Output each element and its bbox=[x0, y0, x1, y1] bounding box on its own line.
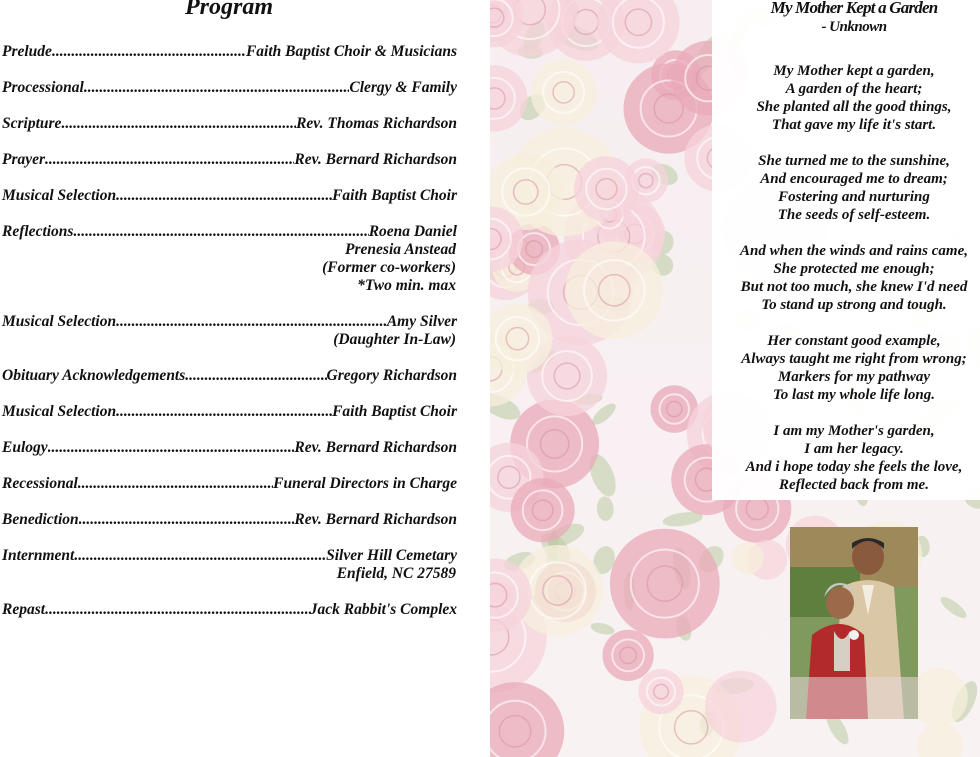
program-item-label: Scripture bbox=[2, 115, 62, 132]
program-item-value: Faith Baptist Choir & Musicians bbox=[245, 43, 457, 60]
program-line bbox=[2, 601, 457, 619]
dot-leader bbox=[52, 43, 246, 61]
program-item-label: Benediction bbox=[2, 511, 79, 528]
poem-line: To stand up strong and tough. bbox=[761, 297, 947, 313]
program-item bbox=[2, 151, 457, 169]
rose-shape bbox=[574, 156, 639, 221]
rose-shape bbox=[705, 671, 777, 743]
program-line bbox=[2, 151, 457, 169]
couple-photo-image bbox=[790, 527, 918, 719]
program-item bbox=[2, 403, 457, 421]
program-line bbox=[2, 43, 457, 61]
rose-shape bbox=[565, 241, 663, 339]
program-list bbox=[2, 43, 457, 637]
dot-leader bbox=[116, 313, 387, 331]
program-item-label: Processional bbox=[2, 79, 84, 96]
program-item bbox=[2, 223, 457, 295]
poem-line: Reflected back from me. bbox=[779, 477, 929, 493]
leaf-shape bbox=[596, 496, 614, 521]
dot-leader bbox=[79, 511, 295, 529]
program-title: Program bbox=[184, 0, 273, 20]
leaf-shape bbox=[589, 621, 616, 637]
poem-line: Her constant good example, bbox=[767, 333, 941, 349]
program-line bbox=[2, 79, 457, 97]
program-item-label: Reflections bbox=[2, 223, 74, 240]
dot-leader bbox=[48, 439, 295, 457]
program-item bbox=[2, 511, 457, 529]
program-item-subline: Prenesia Anstead bbox=[345, 241, 456, 258]
dot-leader bbox=[45, 601, 310, 619]
program-line bbox=[2, 439, 457, 457]
program-item bbox=[2, 475, 457, 493]
rose-shape bbox=[910, 668, 968, 726]
program-item-label: Recessional bbox=[2, 475, 78, 492]
dot-leader bbox=[116, 403, 332, 421]
couple-photo bbox=[790, 527, 918, 719]
program-item bbox=[2, 547, 457, 583]
program-item bbox=[2, 439, 457, 457]
program-item-label: Prayer bbox=[2, 151, 46, 168]
program-item-subline: (Former co-workers) bbox=[322, 259, 456, 276]
program-item-value: Faith Baptist Choir bbox=[332, 187, 457, 204]
program-item-value: Roena Daniel bbox=[368, 223, 457, 240]
program-line bbox=[2, 511, 457, 529]
poem-line: The seeds of self-esteem. bbox=[777, 207, 931, 223]
program-item-subline: (Daughter In-Law) bbox=[333, 331, 456, 348]
poem-line: That gave my life it's start. bbox=[771, 117, 937, 133]
program-line bbox=[2, 547, 457, 565]
poem-line: Always taught me right from wrong; bbox=[741, 351, 967, 367]
program-line bbox=[2, 223, 457, 241]
program-item-label: Eulogy bbox=[2, 439, 48, 456]
rose-shape bbox=[490, 682, 564, 757]
program-line bbox=[2, 187, 457, 205]
program-item-value: Faith Baptist Choir bbox=[332, 403, 457, 420]
program-item-value: Silver Hill Cemetary bbox=[326, 547, 457, 564]
poem-author: - Unknown bbox=[821, 19, 887, 35]
poem-line: She planted all the good things, bbox=[756, 99, 952, 115]
poem-line: But not too much, she knew I'd need bbox=[740, 279, 968, 295]
rose-shape bbox=[917, 723, 963, 757]
program-item-label: Musical Selection bbox=[2, 313, 117, 330]
program-line bbox=[2, 115, 457, 133]
program-item bbox=[2, 313, 457, 349]
program-item-value: Rev. Bernard Richardson bbox=[294, 439, 457, 456]
program-item bbox=[2, 367, 457, 385]
program-item-value: Clergy & Family bbox=[349, 79, 457, 96]
program-item-value: Amy Silver bbox=[386, 313, 457, 330]
poem-stanza bbox=[722, 242, 980, 314]
program-item-label: Obituary Acknowledgements bbox=[2, 367, 186, 384]
dot-leader bbox=[185, 367, 326, 385]
poem-stanza bbox=[722, 152, 980, 224]
program-item-value: Rev. Bernard Richardson bbox=[294, 151, 457, 168]
poem-line: And i hope today she feels the love, bbox=[745, 459, 963, 475]
program-item bbox=[2, 187, 457, 205]
leaf-shape bbox=[938, 594, 970, 622]
rose-shape bbox=[610, 529, 720, 639]
program-line bbox=[2, 403, 457, 421]
program-item-value: Jack Rabbit's Complex bbox=[309, 601, 457, 618]
dot-leader bbox=[61, 115, 296, 133]
program-item bbox=[2, 115, 457, 133]
program-item bbox=[2, 601, 457, 619]
rose-shape bbox=[638, 669, 683, 714]
program-item-subline: Enfield, NC 27589 bbox=[336, 565, 456, 582]
rose-shape bbox=[602, 630, 653, 681]
dot-leader bbox=[116, 187, 332, 205]
poem-line: I am my Mother's garden, bbox=[773, 423, 935, 439]
rose-shape bbox=[490, 65, 527, 131]
rose-shape bbox=[531, 59, 597, 125]
poem-line: And when the winds and rains came, bbox=[740, 243, 968, 259]
poem-line: She protected me enough; bbox=[773, 261, 935, 277]
poem-stanza bbox=[722, 62, 980, 134]
program-item bbox=[2, 79, 457, 97]
program-line bbox=[2, 313, 457, 331]
poem-page bbox=[490, 0, 980, 757]
poem-line: She turned me to the sunshine, bbox=[758, 153, 950, 169]
program-line bbox=[2, 475, 457, 493]
poem-line: My Mother kept a garden, bbox=[773, 63, 935, 79]
program-item-label: Musical Selection bbox=[2, 187, 117, 204]
poem-stanza bbox=[722, 422, 980, 494]
program-item-value: Rev. Bernard Richardson bbox=[294, 511, 457, 528]
dot-leader bbox=[45, 151, 294, 169]
program-line bbox=[2, 367, 457, 385]
poem-line: Markers for my pathway bbox=[777, 369, 931, 385]
program-item-value: Funeral Directors in Charge bbox=[273, 475, 457, 492]
program-item-label: Prelude bbox=[2, 43, 52, 60]
poem-line: A garden of the heart; bbox=[785, 81, 923, 97]
program-item-value: Gregory Richardson bbox=[326, 367, 457, 384]
dot-leader bbox=[78, 475, 273, 493]
rose-shape bbox=[732, 542, 764, 574]
rose-shape bbox=[511, 478, 575, 542]
program-item-value: Rev. Thomas Richardson bbox=[296, 115, 457, 132]
dot-leader bbox=[84, 79, 350, 97]
poem-line: Fostering and nurturing bbox=[778, 189, 930, 205]
program-item-label: Musical Selection bbox=[2, 403, 117, 420]
poem-line: And encouraged me to dream; bbox=[760, 171, 948, 187]
program-item-label: Internment bbox=[2, 547, 75, 564]
dot-leader bbox=[74, 547, 326, 565]
poem-line: I am her legacy. bbox=[804, 441, 904, 457]
poem-body bbox=[722, 62, 980, 512]
poem-line: To last my whole life long. bbox=[773, 387, 935, 403]
program-item-subline: *Two min. max bbox=[357, 277, 456, 294]
poem-title: My Mother Kept a Garden bbox=[770, 0, 938, 17]
program-item-label: Repast bbox=[2, 601, 46, 618]
program-item bbox=[2, 43, 457, 61]
dot-leader bbox=[73, 223, 368, 241]
poem-stanza bbox=[722, 332, 980, 404]
